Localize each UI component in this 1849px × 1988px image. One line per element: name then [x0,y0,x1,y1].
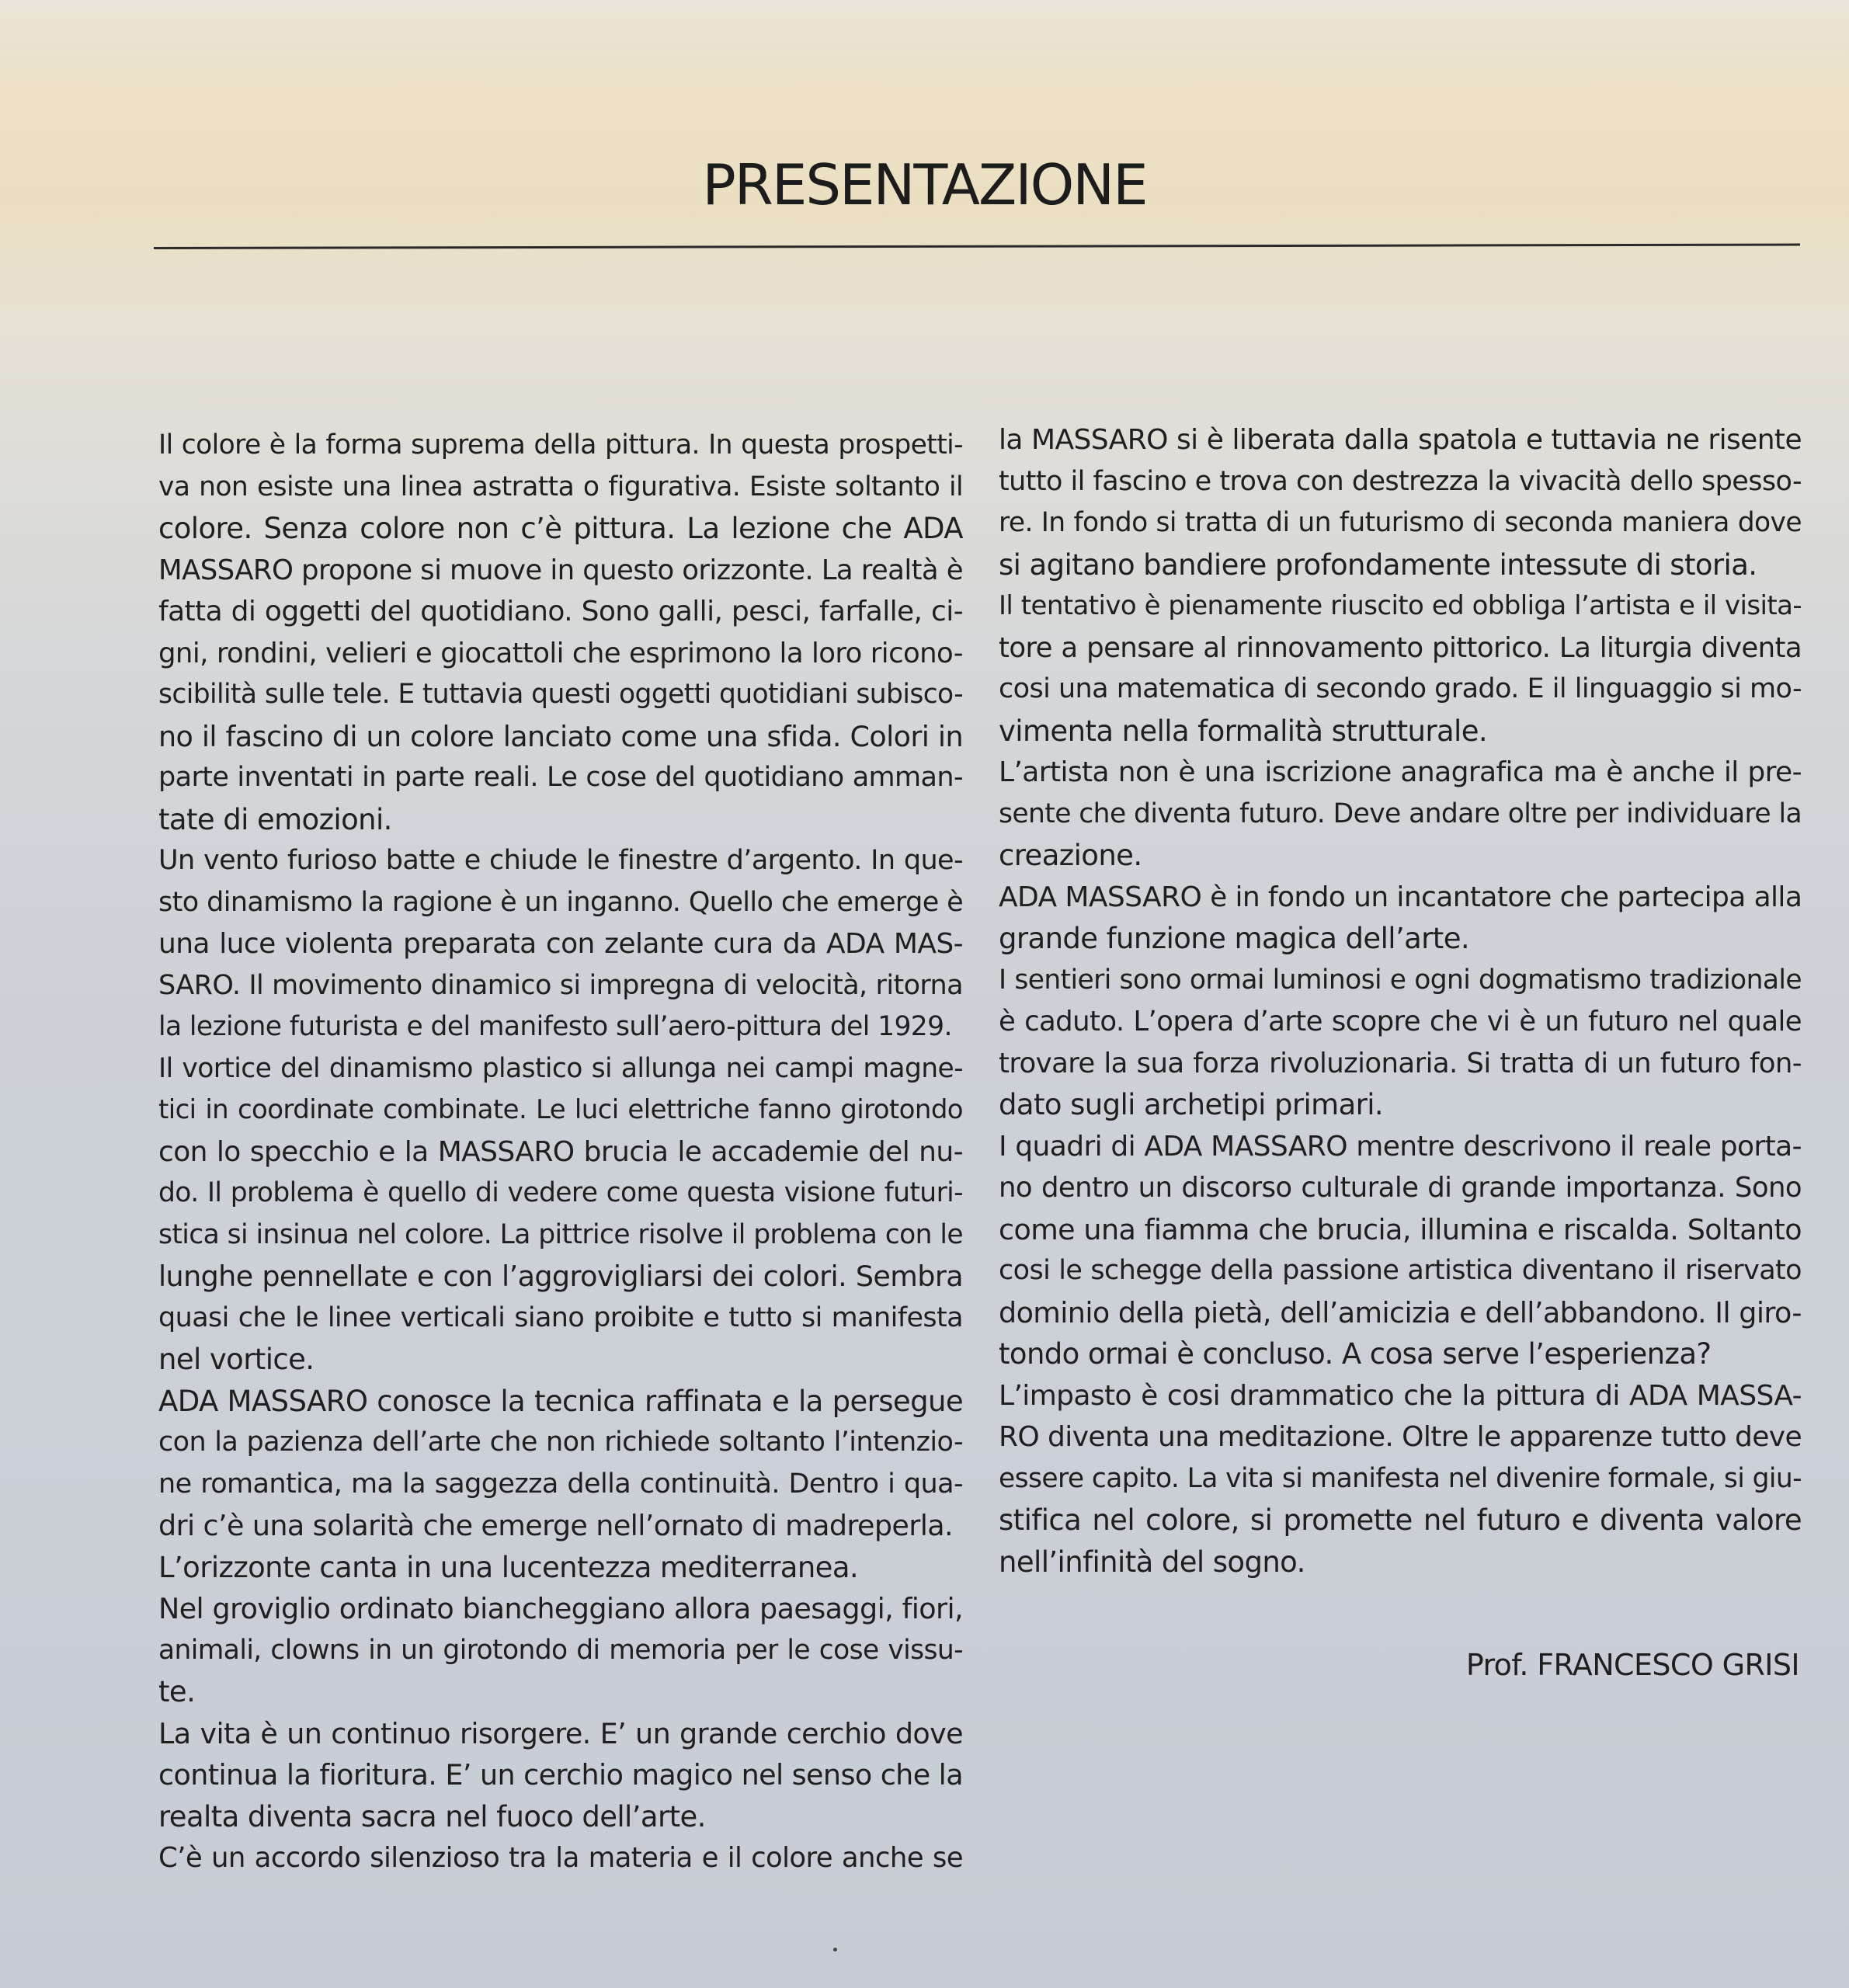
text-line: C’è un accordo silenzioso tra la materia e il colore anche se [158,1842,963,1874]
text-line: trovare la sua forza rivoluzionaria. Si tratta di un futuro fon- [999,1047,1802,1079]
text-line: come una fiamma che brucia, illumina e riscalda. Soltanto [999,1212,1802,1246]
text-line: Il tentativo è pienamente riuscito ed obbliga l’artista e il visita- [999,590,1802,621]
text-line: L’artista non è una iscrizione anagrafica ma è anche il pre- [999,756,1802,788]
text-line: no dentro un discorso culturale di grande importanza. Sono [999,1172,1802,1204]
text-line: è caduto. L’opera d’arte scopre che vi è un futuro nel quale [999,1006,1802,1037]
text-line: RO diventa una meditazione. Oltre le apparenze tutto deve [999,1421,1802,1453]
text-line: dri c’è una solarità che emerge nell’ornato di madreperla. [158,1509,954,1542]
text-line: Il colore è la forma suprema della pittura. In questa prospetti- [158,429,963,461]
text-line: gni, rondini, velieri e giocattoli che esprimono la loro ricono- [158,637,963,669]
page-title: PRESENTAZIONE [702,152,1147,217]
text-line: La vita è un continuo risorgere. E’ un grande cerchio dove [158,1716,963,1750]
text-line: tici in coordinate combinate. Le luci elettriche fanno girotondo [158,1094,963,1125]
text-line: I sentieri sono ormai luminosi e ogni dogmatismo tradizionale [999,964,1802,996]
text-line: L’orizzonte canta in una lucentezza mediterranea. [158,1550,859,1584]
text-line: vimenta nella formalità strutturale. [999,714,1488,748]
text-line: la MASSARO si è liberata dalla spatola e tuttavia ne risente [999,424,1802,456]
title-divider [154,244,1800,249]
text-line: re. In fondo si tratta di un futurismo di seconda maniera dove [999,507,1802,538]
text-line: do. Il problema è quello di vedere come questa visione futuri- [158,1177,963,1208]
author-signature: Prof. FRANCESCO GRISI [1465,1648,1799,1682]
text-line: ne romantica, ma la saggezza della continuità. Dentro i qua- [158,1468,963,1500]
text-line: no il fascino di un colore lanciato come una sfida. Colori in [158,719,963,753]
text-line: stica si insinua nel colore. La pittrice risolve il problema con le [158,1218,963,1250]
text-line: sto dinamismo la ragione è un inganno. Quello che emerge è [158,886,964,918]
text-line: tutto il fascino e trova con destrezza la vivacità dello spesso- [999,465,1802,497]
text-line: continua la fioritura. E’ un cerchio magico nel senso che la [158,1758,963,1792]
text-line: nel vortice. [158,1343,315,1376]
text-line: fatta di oggetti del quotidiano. Sono galli, pesci, farfalle, ci- [158,596,963,627]
text-line: si agitano bandiere profondamente intessute di storia. [999,547,1757,582]
text-line: colore. Senza colore non c’è pittura. La lezione che ADA [158,512,963,545]
text-line: animali, clowns in un girotondo di memoria per le cose vissu- [158,1634,963,1666]
text-line: realta diventa sacra nel fuoco dell’arte. [158,1799,706,1833]
text-line: MASSARO propone si muove in questo orizzonte. La realtà è [158,554,963,586]
text-line: quasi che le linee verticali siano proibite e tutto si manifesta [158,1302,963,1333]
text-line: I quadri di ADA MASSARO mentre descrivono il reale porta- [999,1130,1802,1163]
text-line: dato sugli archetipi primari. [999,1088,1384,1121]
text-line: tondo ormai è concluso. A cosa serve l’esperienza? [999,1337,1712,1371]
text-line: essere capito. La vita si manifesta nel divenire formale, si giu- [999,1462,1802,1494]
text-line: Il vortice del dinamismo plastico si allunga nei campi magne- [158,1052,963,1084]
text-line: Nel groviglio ordinato biancheggiano allora paesaggi, fiori, [158,1592,963,1625]
text-line: lunghe pennellate e con l’aggrovigliarsi dei colori. Sembra [158,1260,963,1293]
text-line: la lezione futurista e del manifesto sull’aero-pittura del 1929. [158,1011,952,1042]
text-line: con lo specchio e la MASSARO brucia le accademie del nu- [158,1135,963,1168]
text-line: parte inventati in parte reali. Le cose del quotidiano amman- [158,762,963,793]
text-line: cosi le schegge della passione artistica diventano il riservato [999,1255,1802,1286]
text-line: tore a pensare al rinnovamento pittorico. La liturgia diventa [999,631,1802,664]
text-line: nell’infinità del sogno. [999,1545,1305,1579]
text-line: stifica nel colore, si promette nel futuro e diventa valore [999,1503,1802,1537]
right-text-column [999,419,1802,1583]
left-text-column [158,425,963,1879]
text-line: con la pazienza dell’arte che non richiede soltanto l’intenzio- [158,1427,963,1458]
text-line: L’impasto è cosi drammatico che la pittura di ADA MASSA- [999,1379,1802,1412]
text-line: ADA MASSARO conosce la tecnica raffinata e la persegue [158,1384,963,1418]
text-line: te. [158,1675,196,1708]
text-line: ADA MASSARO è in fondo un incantatore che partecipa alla [999,881,1802,913]
text-line: SARO. Il movimento dinamico si impregna di velocità, ritorna [158,969,963,1001]
text-line: Un vento furioso batte e chiude le finestre d’argento. In que- [158,845,963,876]
text-line: dominio della pietà, dell’amicizia e dell’abbandono. Il giro- [999,1295,1802,1329]
text-line: scibilità sulle tele. E tuttavia questi oggetti quotidiani subisco- [158,679,964,710]
text-line: una luce violenta preparata con zelante cura da ADA MAS- [158,928,963,960]
text-line: va non esiste una linea astratta o figurativa. Esiste soltanto il [158,471,963,502]
page-mark [833,1948,837,1952]
text-line: creazione. [999,839,1142,872]
text-line: sente che diventa futuro. Deve andare oltre per individuare la [999,798,1802,829]
text-line: grande funzione magica dell’arte. [999,922,1470,955]
text-line: cosi una matematica di secondo grado. E il linguaggio si mo- [999,673,1802,704]
text-line: tate di emozioni. [158,802,392,836]
